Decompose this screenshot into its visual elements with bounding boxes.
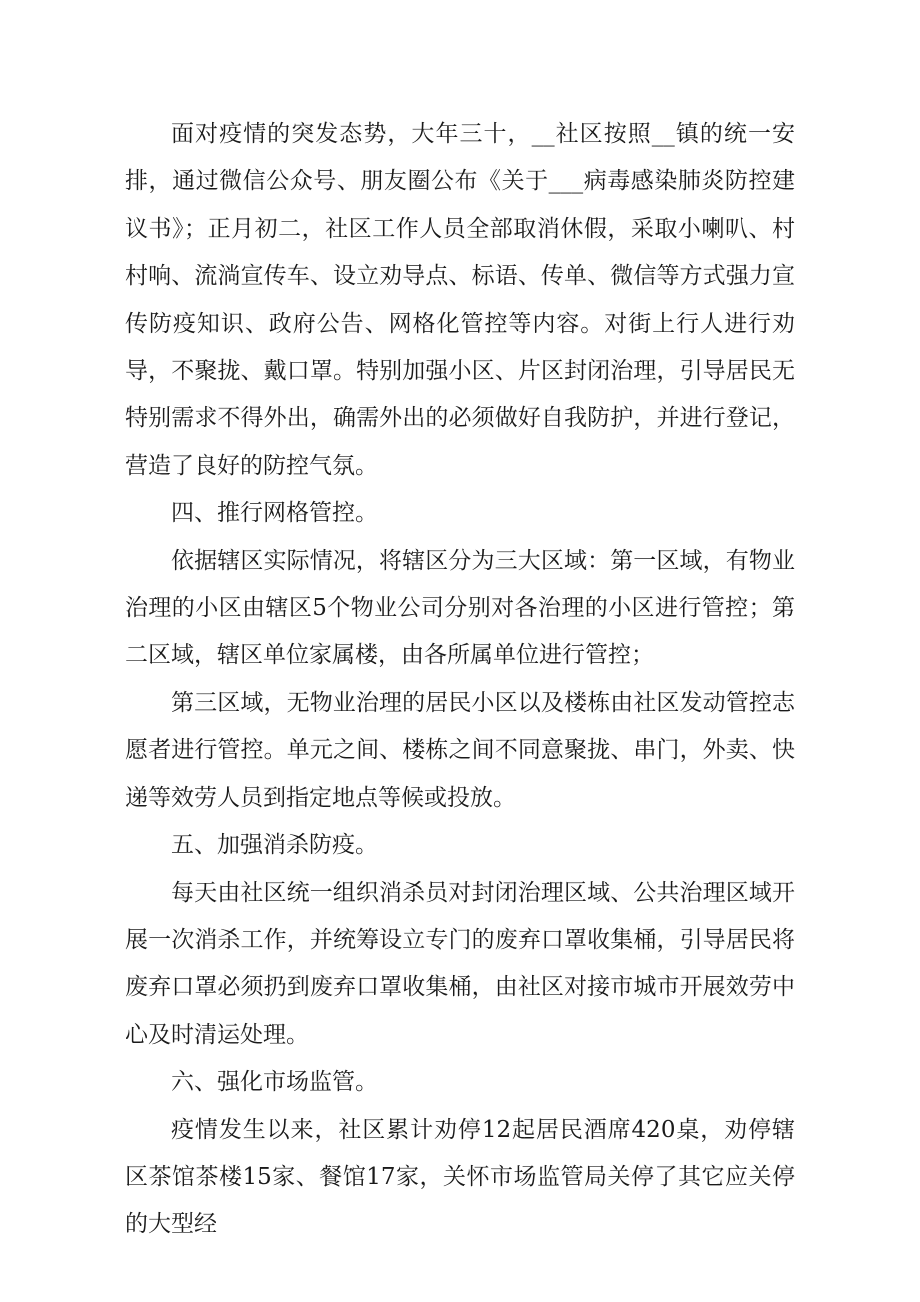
paragraph-market-supervision: 疫情发生以来，社区累计劝停12起居民酒席420桌，劝停辖区茶馆茶楼15家、餐馆17家，关怀市场监管局关停了其它应关停的大型经 [125,1116,795,1238]
paragraph-third-zone: 第三区域，无物业治理的居民小区以及楼栋由社区发动管控志愿者进行管控。单元之间、楼栋之间不同意聚拢、串门，外卖、快递等效劳人员到指定地点等候或投放。 [125,689,795,811]
paragraph-epidemic-response: 面对疫情的突发态势，大年三十，__社区按照__镇的统一安排，通过微信公众号、朋友圈公布《关于___病毒感染肺炎防控建议书》；正月初二，社区工作人员全部取消休假，采取小喇叭、村村响、流淌宣传车、设立劝导点、标语、传单、微信等方式强力宣传防疫知识、政府公告、网格化管控等内容。对街上行人进行劝导，不聚拢、戴口罩。特别加强小区、片区封闭治理，引导居民无特别需求不得外出，确需外出的必须做好自我防护，并进行登记，营造了良好的防控气氛。 [125,121,795,479]
heading-grid-control: 四、推行网格管控。 [171,500,378,527]
paragraph-zone-division: 依据辖区实际情况，将辖区分为三大区域：第一区域，有物业治理的小区由辖区5个物业公司分别对各治理的小区进行管控；第二区域，辖区单位家属楼，由各所属单位进行管控； [125,547,795,669]
document-body [125,111,795,1249]
heading-disinfection: 五、加强消杀防疫。 [171,832,378,859]
heading-market-supervision: 六、强化市场监管。 [171,1069,378,1096]
paragraph-disinfection: 每天由社区统一组织消杀员对封闭治理区域、公共治理区域开展一次消杀工作，并统筹设立专门的废弃口罩收集桶，引导居民将废弃口罩必须扔到废弃口罩收集桶，由社区对接市城市开展效劳中心及时清运处理。 [125,879,795,1048]
